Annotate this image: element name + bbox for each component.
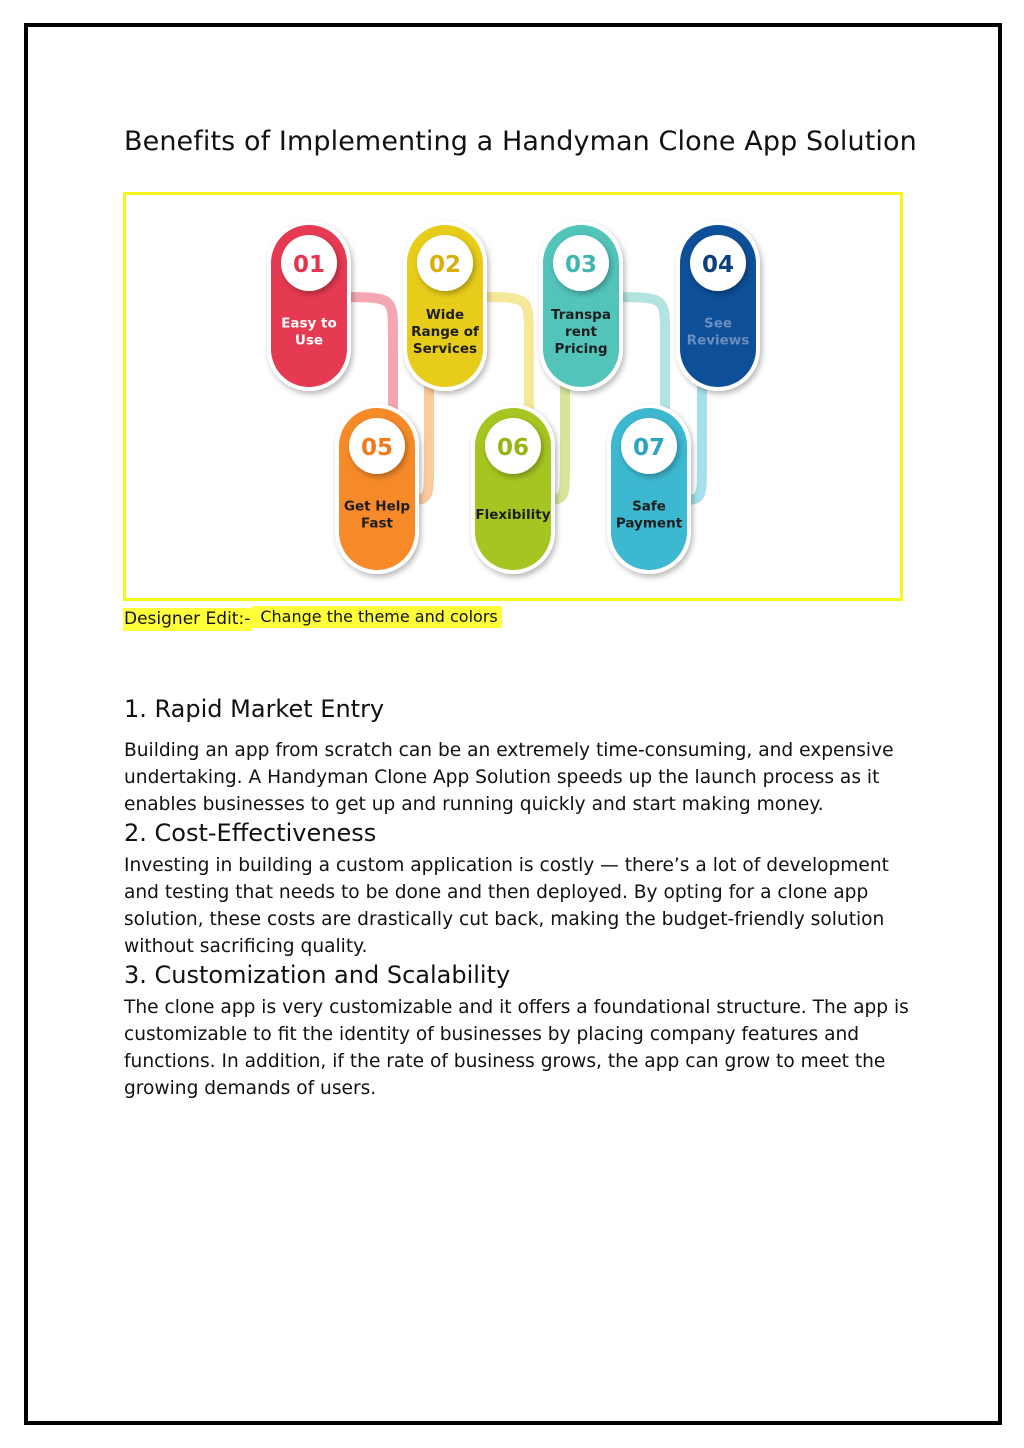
benefits-infographic xyxy=(123,192,903,601)
step-label-01-line-2: Use xyxy=(294,332,324,349)
section-heading-customization-scalability: 3. Customization and Scalability xyxy=(124,961,511,989)
step-pill-02 xyxy=(403,221,487,391)
step-number-05: 05 xyxy=(360,435,394,461)
step-label-02-line-2: Range of xyxy=(411,324,479,340)
section-heading-cost-effectiveness: 2. Cost-Effectiveness xyxy=(124,819,377,847)
step-pill-06 xyxy=(471,404,555,574)
step-label-03-line-1: Transpa xyxy=(551,307,611,323)
section-body-rapid-market-entry: Building an app from scratch can be an extremely time-consuming, and expensive undertaking. A Handyman Clone App Solution speeds up the launch process as it enables businesses to get up and running quickly and start making money. xyxy=(124,740,894,815)
step-label-06-line-1: Flexibility xyxy=(475,507,551,523)
page-title: Benefits of Implementing a Handyman Clone App Solution xyxy=(124,126,917,157)
step-number-04: 04 xyxy=(701,252,735,278)
designer-note-label: Designer Edit:- xyxy=(124,609,251,629)
step-number-01: 01 xyxy=(292,252,326,278)
step-number-02: 02 xyxy=(428,252,462,278)
step-label-02-line-3: Services xyxy=(412,341,478,357)
section-heading-rapid-market-entry: 1. Rapid Market Entry xyxy=(124,695,385,723)
infographic-graphic xyxy=(126,195,900,598)
step-pill-07 xyxy=(607,404,691,574)
step-label-01-line-1: Easy to xyxy=(281,315,337,332)
step-label-02-line-1: Wide xyxy=(425,307,465,323)
section-body-cost-effectiveness: Investing in building a custom application is costly — there’s a lot of development and testing that needs to be done and then deployed. By opting for a clone app solution, these costs are drastically cut back, making the budget-friendly solution without sacrificing quality. xyxy=(124,855,889,957)
step-label-04-line-2: Reviews xyxy=(686,332,750,349)
step-pill-04 xyxy=(676,221,760,391)
step-number-06: 06 xyxy=(496,435,530,461)
step-label-07-line-2: Payment xyxy=(615,515,683,532)
step-number-03: 03 xyxy=(564,252,598,278)
step-number-07: 07 xyxy=(632,435,666,461)
step-label-03-line-3: Pricing xyxy=(554,341,608,357)
step-label-05-line-1: Get Help xyxy=(343,498,411,515)
step-label-04-line-1: See xyxy=(703,315,733,332)
step-pill-03 xyxy=(539,221,623,391)
step-pill-05 xyxy=(335,404,419,574)
step-label-03-line-2: rent xyxy=(565,324,597,340)
step-label-05-line-2: Fast xyxy=(360,515,394,532)
step-label-07-line-1: Safe xyxy=(632,498,666,515)
designer-note xyxy=(123,609,502,629)
designer-note-value: Change the theme and colors xyxy=(252,606,501,628)
step-pill-01 xyxy=(267,221,351,391)
section-body-customization-scalability: The clone app is very customizable and it offers a foundational structure. The app is customizable to fit the identity of businesses by placing company features and functions. In addition, if the rate of business grows, the app can grow to meet the growing demands of users. xyxy=(124,997,909,1099)
